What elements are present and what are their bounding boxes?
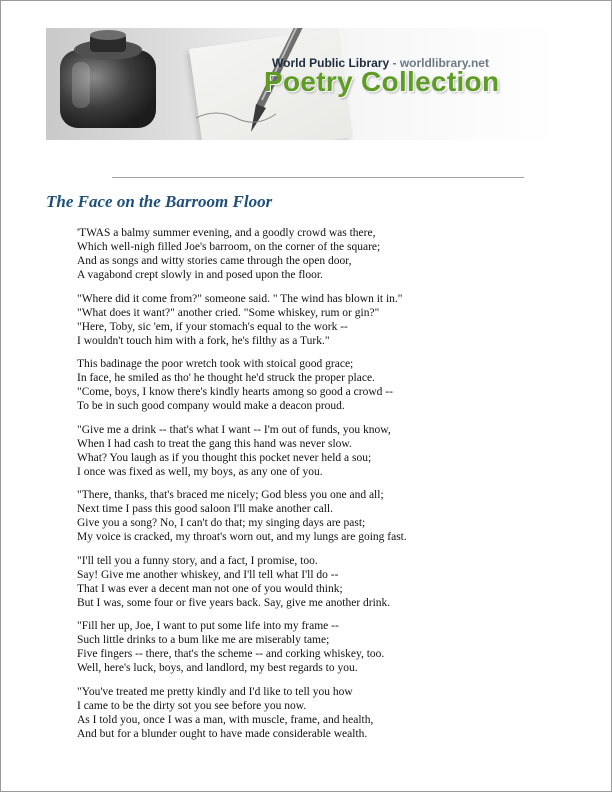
poem-line: Give you a song? No, I can't do that; my singing days are past;	[77, 517, 366, 529]
brand-separator: -	[389, 56, 400, 70]
poem-line: My voice is cracked, my throat's worn out, and my lungs are going fast.	[77, 531, 407, 543]
stanza	[77, 685, 577, 741]
poem-line: "Here, Toby, sic 'em, if your stomach's equal to the work --	[77, 320, 348, 333]
poem-line: 'TWAS a balmy summer evening, and a goodly crowd was there,	[77, 227, 376, 239]
poem-line: Say! Give me another whiskey, and I'll tell what I'll do --	[77, 568, 339, 581]
poem-line: What? You laugh as if you thought this pocket never held a sou;	[77, 451, 372, 464]
poem-line: "I'll tell you a funny story, and a fact, I promise, too.	[77, 554, 318, 567]
stanza	[77, 488, 577, 544]
collection-title: Poetry Collection	[264, 66, 500, 97]
brand-site: worldlibrary.net	[399, 56, 489, 70]
poem-line: "You've treated me pretty kindly and I'd like to tell you how	[77, 685, 353, 698]
poem-line: Five fingers -- there, that's the scheme -- and corking whiskey, too.	[77, 648, 385, 660]
poem-line: But I was, some four or five years back. Say, give me another drink.	[77, 596, 391, 609]
stanza	[77, 292, 577, 348]
poem-line: I wouldn't touch him with a fork, he's filthy as a Turk."	[77, 334, 330, 347]
poem-line: "Where did it come from?" someone said. " The wind has blown it in."	[77, 292, 403, 305]
poem-title: The Face on the Barroom Floor	[46, 192, 273, 211]
poem-line: "Come, boys, I know there's kindly hearts among so good a crowd --	[77, 386, 393, 398]
poem-line: That I was ever a decent man not one of you would think;	[77, 582, 343, 595]
stanza	[77, 226, 577, 282]
poem-line: "There, thanks, that's braced me nicely; God bless you one and all;	[77, 489, 384, 501]
header-banner	[46, 28, 556, 140]
stanza	[77, 554, 577, 610]
poem-line: Which well-nigh filled Joe's barroom, on the corner of the square;	[77, 241, 381, 253]
poem-line: And as songs and witty stories came through the open door,	[77, 255, 352, 267]
poem-line: In face, he smiled as tho' he thought he'd struck the proper place.	[77, 372, 375, 384]
poem-line: And but for a blunder ought to have made considerable wealth.	[77, 727, 368, 740]
poem-line: When I had cash to treat the gang this hand was never slow.	[77, 437, 352, 450]
poem-line: I once was fixed as well, my boys, as any one of you.	[77, 465, 323, 478]
poem-line: I came to be the dirty sot you see before you now.	[77, 699, 307, 712]
stanza	[77, 619, 577, 675]
stanza	[77, 357, 577, 413]
poem-line: Next time I pass this good saloon I'll make another call.	[77, 503, 333, 515]
poem-line: Well, here's luck, boys, and landlord, my best regards to you.	[77, 662, 358, 674]
poem-line: This badinage the poor wretch took with stoical good grace;	[77, 358, 354, 370]
stanza	[77, 423, 577, 479]
poem-line: "Give me a drink -- that's what I want -- I'm out of funds, you know,	[77, 423, 391, 436]
divider	[112, 177, 524, 178]
poem-line: "What does it want?" another cried. "Some whiskey, rum or gin?"	[77, 306, 380, 319]
poem-line: A vagabond crept slowly in and posed upon the floor.	[77, 269, 323, 281]
poem-line: As I told you, once I was a man, with muscle, frame, and health,	[77, 713, 374, 726]
poem-line: "Fill her up, Joe, I want to put some life into my frame --	[77, 620, 339, 632]
poem-line: Such little drinks to a bum like me are miserably tame;	[77, 634, 330, 646]
poem-body	[77, 226, 577, 750]
brand-name: World Public Library	[272, 56, 390, 70]
poem-line: To be in such good company would make a deacon proud.	[77, 400, 345, 412]
